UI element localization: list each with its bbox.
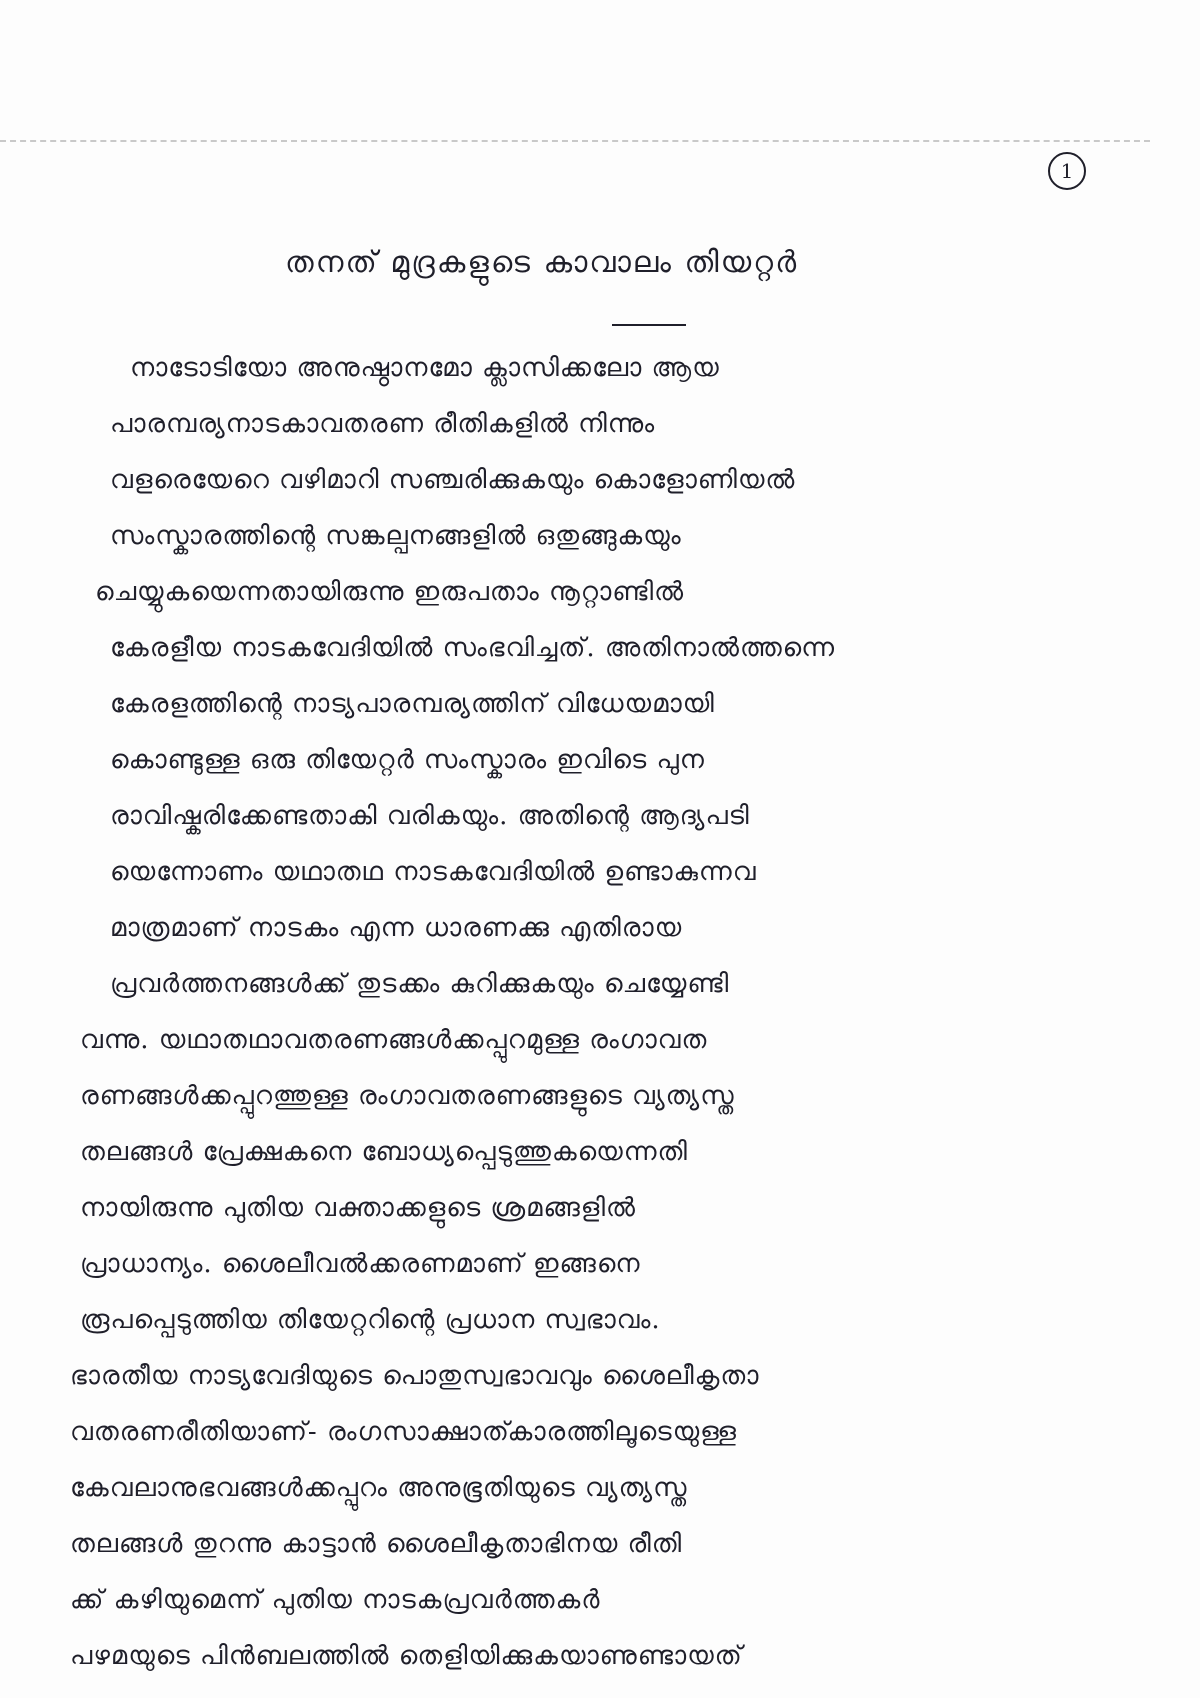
text-line: തലങ്ങൾ പ്രേക്ഷകനെ ബോധ്യപ്പെടുത്തുകയെന്നതി (80, 1137, 688, 1167)
text-line: രണങ്ങൾക്കപ്പുറത്തുള്ള രംഗാവതരണങ്ങളുടെ വ്യത്യസ്ത (80, 1081, 735, 1111)
text-line: പ്രവർത്തനങ്ങൾക്ക് തുടക്കം കുറിക്കുകയും ചെയ്യേണ്ടി (110, 969, 730, 999)
text-line: സംസ്കാരത്തിന്റെ സങ്കല്പനങ്ങളിൽ ഒതുങ്ങുകയും (110, 521, 682, 551)
text-line: കൊണ്ടുള്ള ഒരു തിയേറ്റർ സംസ്കാരം ഇവിടെ പുന (110, 745, 705, 775)
text-line: യെന്നോണം യഥാതഥ നാടകവേദിയിൽ ഉണ്ടാകുന്നവ (110, 857, 757, 887)
page-number: 1 (1048, 152, 1086, 190)
page-title: തനത് മുദ്രകളുടെ കാവാലം തിയറ്റർ (285, 245, 799, 280)
body-text (60, 340, 1140, 1684)
top-divider (0, 140, 1150, 142)
text-line: ചെയ്യുകയെന്നതായിരുന്നു ഇരുപതാം നൂറ്റാണ്ടിൽ (95, 577, 685, 607)
text-line: ഭാരതീയ നാട്യവേദിയുടെ പൊതുസ്വഭാവവും ശൈലീകൃതാ (70, 1361, 760, 1391)
text-line: കേവലാനുഭവങ്ങൾക്കപ്പുറം അനുഭൂതിയുടെ വ്യത്യസ്ത (70, 1473, 688, 1503)
text-line: പഴമയുടെ പിൻബലത്തിൽ തെളിയിക്കുകയാണുണ്ടായത് (70, 1641, 743, 1671)
text-line: ക്ക് കഴിയുമെന്ന് പുതിയ നാടകപ്രവർത്തകർ (70, 1585, 601, 1615)
text-line: പാരമ്പര്യനാടകാവതരണ രീതികളിൽ നിന്നും (110, 409, 656, 439)
text-line: വന്നു. യഥാതഥാവതരണങ്ങൾക്കപ്പുറമുള്ള രംഗാവത (80, 1025, 708, 1055)
title-underline (612, 324, 686, 326)
text-line: വതരണരീതിയാണ്- രംഗസാക്ഷാത്കാരത്തിലൂടെയുള്ള (70, 1417, 738, 1447)
text-line: മാത്രമാണ് നാടകം എന്ന ധാരണക്കു എതിരായ (110, 913, 683, 943)
text-line: തലങ്ങൾ തുറന്നു കാട്ടാൻ ശൈലീകൃതാഭിനയ രീതി (70, 1529, 683, 1559)
text-line: വളരെയേറെ വഴിമാറി സഞ്ചരിക്കുകയും കൊളോണിയൽ (110, 465, 796, 495)
text-line: കേരളീയ നാടകവേദിയിൽ സംഭവിച്ചത്. അതിനാൽത്തന്നെ (110, 633, 836, 663)
text-line: നായിരുന്നു പുതിയ വക്താക്കളുടെ ശ്രമങ്ങളിൽ (80, 1193, 636, 1223)
text-line: കേരളത്തിന്റെ നാട്യപാരമ്പര്യത്തിന് വിധേയമായി (110, 689, 715, 719)
text-line: രൂപപ്പെടുത്തിയ തിയേറ്ററിന്റെ പ്രധാന സ്വഭാവം. (80, 1305, 661, 1335)
text-line: പ്രാധാന്യം. ശൈലീവൽക്കരണമാണ് ഇങ്ങനെ (80, 1249, 641, 1279)
text-line: രാവിഷ്കരിക്കേണ്ടതാകി വരികയും. അതിന്റെ ആദ്യപടി (110, 801, 750, 831)
text-line: നാടോടിയോ അനുഷ്ഠാനമോ ക്ലാസിക്കലോ ആയ (130, 353, 720, 383)
